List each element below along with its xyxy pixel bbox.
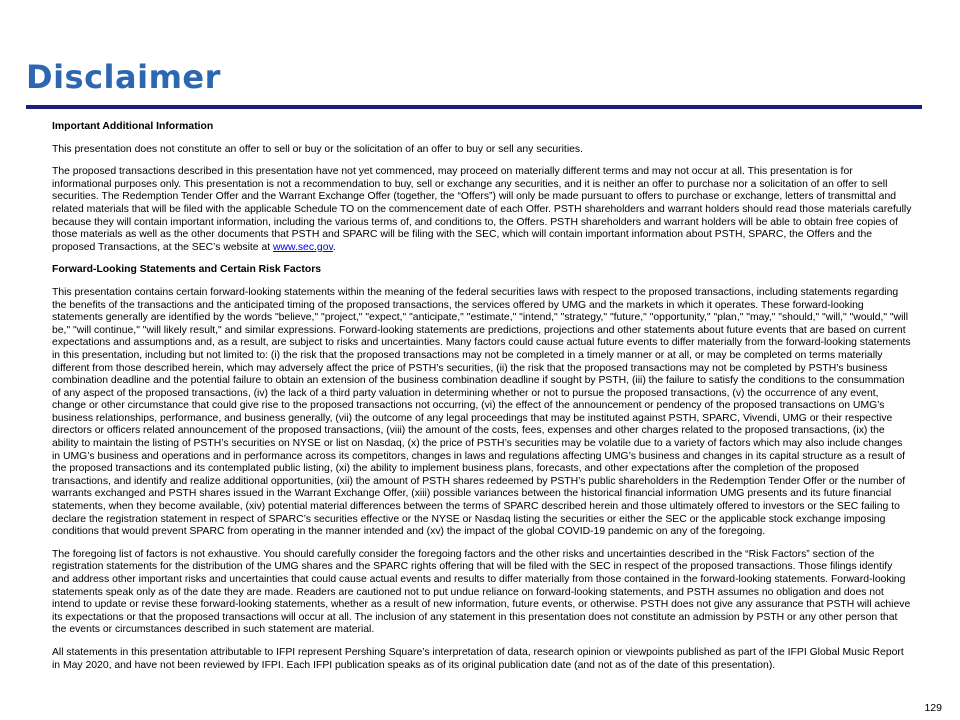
disclaimer-body — [52, 121, 912, 682]
paragraph-text-end: . — [332, 241, 336, 253]
paragraph-proposed-transactions — [52, 166, 912, 254]
paragraph-ifpi: All statements in this presentation attributable to IFPI represent Pershing Square’s interpretation of data, research opinion or viewpoints published as part of the IFPI Global Music Report in May 2020, and have not been reviewed by IFPI. Each IFPI publication speaks as of its original publication date (and not as of the date of this presentation). — [52, 646, 904, 671]
page-title: Disclaimer — [26, 58, 221, 96]
paragraph-no-offer: This presentation does not constitute an offer to sell or buy or the solicitation of an offer to buy or sell any securities. — [52, 143, 583, 155]
sec-website-link[interactable]: www.sec.gov — [273, 241, 333, 253]
paragraph-foregoing-factors: The foregoing list of factors is not exhaustive. You should carefully consider the foregoing factors and the other risks and uncertainties described in the “Risk Factors” section of the registration statements for the distribution of the UMG shares and the SPARC rights offering that will be filed with the SEC in respect of the proposed transactions. Those filings identify and address other important risks and uncertainties that could cause actual events and results to differ materially from those contained in the forward-looking statements. Forward-looking statements speak only as of the date they are made. Readers are cautioned not to put undue reliance on forward-looking statements, and PSTH assumes no obligation and does not intend to update or revise these forward-looking statements, whether as a result of new information, future events, or otherwise. PSTH does not give any assurance that PSTH will achieve its expectations or that the proposed transactions will occur at all. The inclusion of any statement in this presentation does not constitute an admission by PSTH or any other person that the events or circumstances described in such statement are material. — [52, 548, 911, 636]
section-heading-important: Important Additional Information — [52, 121, 214, 132]
title-divider — [26, 105, 922, 109]
paragraph-text: The proposed transactions described in this presentation have not yet commenced, may proceed on materially different terms and may not occur at all. This presentation is for informational purposes only. This presentation is not a recommendation to buy, sell or exchange any securities, and it is neither an offer to purchase nor a solicitation of an offer to sell securities. The Redemption Tender Offer and the Warrant Exchange Offer (together, the “Offers”) will only be made pursuant to offers to purchase or exchange, letters of transmittal and related materials that will be filed with the applicable Schedule TO on the commencement date of each Offer. PSTH shareholders and warrant holders should read those materials carefully because they will contain important information, including the various terms of, and conditions to, the Offers. PSTH shareholders and warrant holders will be able to obtain free copies of those materials as well as the other documents that PSTH and SPARC will be filing with the SEC, which will contain important information about PSTH, SPARC, the Offers and the proposed Transactions, at the SEC’s website at — [52, 166, 912, 253]
page-number: 129 — [924, 702, 942, 714]
section-heading-forward-looking: Forward-Looking Statements and Certain Risk Factors — [52, 264, 322, 276]
paragraph-forward-looking: This presentation contains certain forward-looking statements within the meaning of the federal securities laws with respect to the proposed transactions, including statements regarding the benefits of the transactions and the anticipated timing of the proposed transactions, the services offered by UMG and the markets in which it operates. These forward-looking statements generally are identified by the words "believe," "project," "expect," "anticipate," "estimate," "intend," "strategy," "future," "opportunity," "plan," "may," "should," "will," "would," "will be," "will continue," "will likely result," and similar expressions. Forward-looking statements are predictions, projections and other statements about future events that are based on current expectations and assumptions and, as a result, are subject to risks and uncertainties. Many factors could cause actual future events to differ materially from the forward-looking statements in this presentation, including but not limited to: (i) the risk that the proposed transactions may not be completed in a timely manner or at all, or may be completed on terms materially different from those described herein, which may adversely affect the price of PSTH’s securities, (ii) the risk that the proposed transactions may not be completed by PSTH’s business combination deadline and the potential failure to obtain an extension of the business combination deadline if sought by PSTH, (iii) the failure to satisfy the conditions to the consummation of any aspect of the proposed transactions, (iv) the lack of a third party valuation in determining whether or not to pursue the proposed transactions, (v) the occurrence of any event, change or other circumstance that could give rise to the proposed transactions not occurring, (vi) the effect of the announcement or pendency of the proposed transactions on UMG’s business relationships, performance, and business generally, (vii) the outcome of any legal proceedings that may be instituted against PSTH, SPARC, Vivendi, UMG or their respective directors or officers related announcement of the proposed transactions, (viii) the amount of the costs, fees, expenses and other charges related to the proposed transactions, (ix) the ability to maintain the listing of PSTH’s securities on NYSE or list on Nasdaq, (x) the price of PSTH’s securities may be volatile due to a variety of factors which may also include changes in UMG’s business and operations and in performance across its competitors, changes in laws and regulations affecting UMG’s business and changes in its capital structure as a result of the proposed transactions and its contemplated public listing, (xi) the ability to implement business plans, forecasts, and other expectations after the completion of the proposed transactions, and identify and realize additional opportunities, (xii) the amount of PSTH shares redeemed by PSTH’s public shareholders in the Redemption Tender Offer or the number of warrants exchanged and PSTH shares issued in the Warrant Exchange Offer, (xiii) possible variances between the historical financial information UMG presents and its future financial statements, when they become available, (xiv) potential material differences between the terms of SPARC described herein and those ultimately offered to investors or the SEC failing to declare the registration statement in respect of SPARC’s securities effective or the NYSE or Nasdaq listing the securities or either the SEC or the applicable stock exchange imposing conditions that would prevent SPARC from operating in the manner intended and (xv) the impact of the global COVID-19 pandemic on any of the foregoing. — [52, 286, 911, 538]
